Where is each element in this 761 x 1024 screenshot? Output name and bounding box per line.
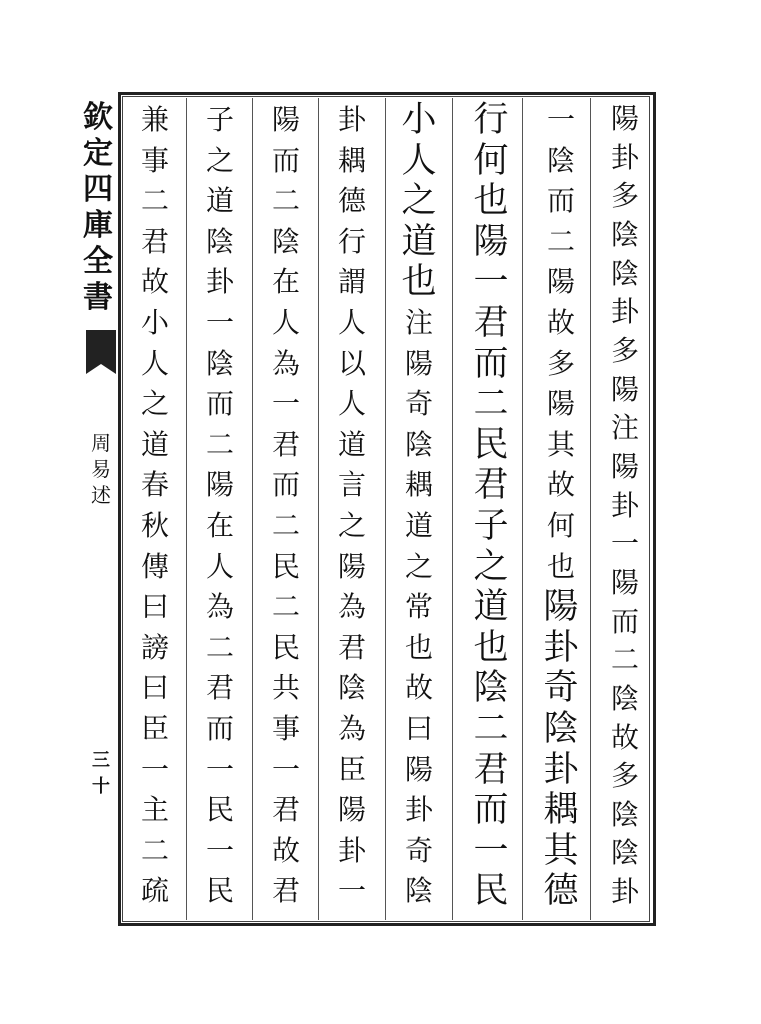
- text-column: 子 之 道 陰 卦 一 陰 而 二 陽 在 人 為 二 君 而 一 民 一 民: [205, 103, 234, 908]
- margin-book-title: 欽 定 四 庫 全 書: [83, 100, 113, 315]
- fishtail-mark: [86, 330, 116, 364]
- text-column: 小 人 之 道 也 注 陽 奇 陰 耦 道 之 常 也 故 曰 陽 卦 奇 陰: [401, 100, 437, 908]
- text-column: 行 何 也 陽 一 君 而 二 民 君 子 之 道 也 陰 二 君 而 一 民: [473, 100, 509, 912]
- margin-page-number: 三十: [92, 750, 110, 797]
- column-rule: [452, 98, 453, 920]
- column-rule: [522, 98, 523, 920]
- text-column: 兼 事 二 君 故 小 人 之 道 春 秋 傳 曰 謗 曰 臣 一 主 二 疏: [140, 103, 169, 908]
- text-column: 一 陰 而 二 陽 故 多 陽 其 故 何 也 陽 卦 奇 陰 卦 耦 其 德: [543, 103, 579, 912]
- column-rule: [318, 98, 319, 920]
- text-column: 卦 耦 德 行 謂 人 以 人 道 言 之 陽 為 君 陰 為 臣 陽 卦 一: [337, 103, 366, 908]
- margin-chapter-title: 周 易 述: [91, 431, 111, 507]
- column-rule: [590, 98, 591, 920]
- column-rule: [385, 98, 386, 920]
- column-rule: [186, 98, 187, 920]
- column-rule: [252, 98, 253, 920]
- text-column: 陽 卦 多 陰 陰 卦 多 陽 注 陽 卦 一 陽 而 二 陰 故 多 陰 陰 卦: [610, 102, 639, 909]
- text-column: 陽 而 二 陰 在 人 為 一 君 而 二 民 二 民 共 事 一 君 故 君: [271, 103, 300, 908]
